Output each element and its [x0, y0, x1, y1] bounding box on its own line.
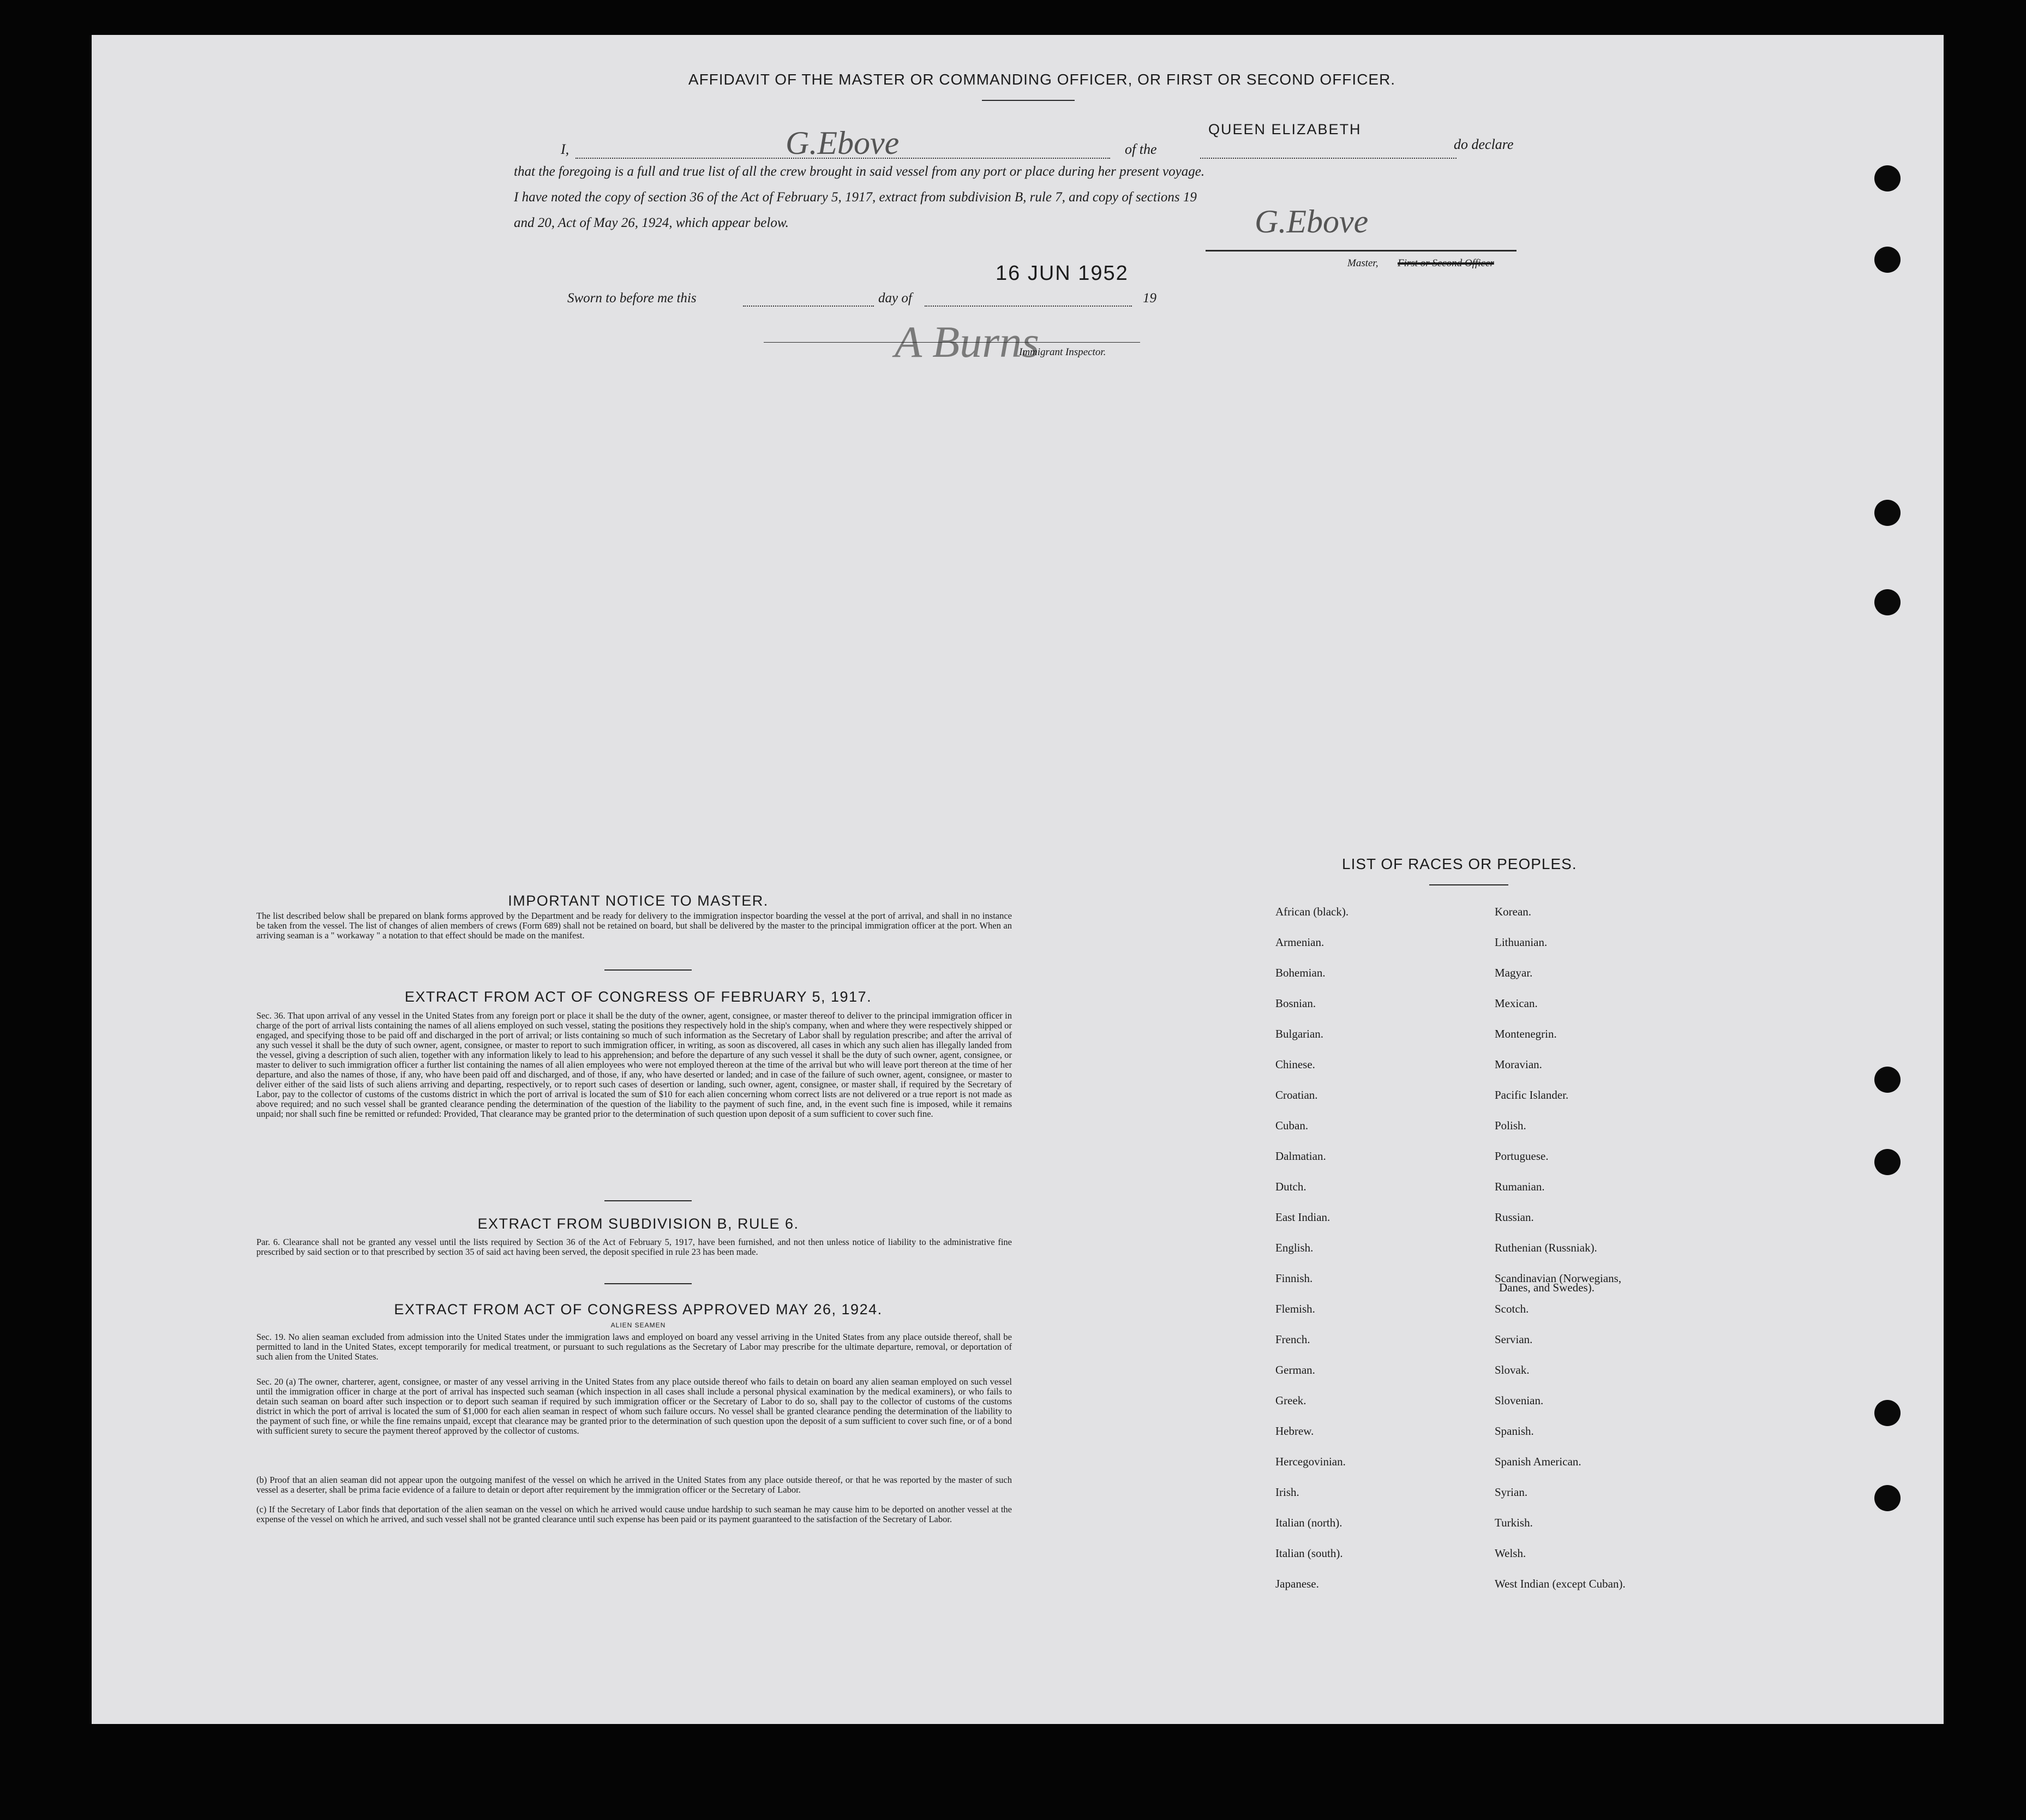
- struck-officer-label: First or Second Officer: [1398, 258, 1494, 269]
- race-item: Armenian.: [1275, 936, 1324, 949]
- extract-1917-title: EXTRACT FROM ACT OF CONGRESS OF FEBRUARY 5, 1917.: [404, 989, 872, 1005]
- inspector-signature: A Burns: [895, 317, 1040, 367]
- race-item: African (black).: [1275, 905, 1349, 918]
- divider: [604, 1283, 692, 1284]
- signature-line: [1206, 250, 1516, 252]
- race-item: Cuban.: [1275, 1119, 1309, 1132]
- affidavit-line-3: I have noted the copy of section 36 of the Act of February 5, 1917, extract from subdivision B, rule 7, and copy of sections 19: [514, 190, 1197, 205]
- year-prefix: 19: [1143, 291, 1156, 306]
- extract-1924-sec20a: Sec. 20 (a) The owner, charterer, agent, consignee, or master of any vessel arriving in the United States from any place outside thereof who fails to detain on board any alien seaman employed on such vessel until the immigration officer in charge at the port of arrival has inspected such seaman (which inspection in all cases shall include a personal physical examination by the medical examiners), or who fails to detain such seaman on board after such inspection or to deport such seaman if required by such immigration officer or the Secretary of Labor to do so, shall pay to the collector of customs of the customs district in which the port of arrival is located the sum of $1,000 for each alien seaman in respect of whom such failure occurs. No vessel shall be granted clearance pending the determination of the liability to the payment of such fine, or while the fine remains unpaid, except that clearance may be granted prior to the determination of such question upon the deposit of a sum sufficient to cover such fine, or of a bond with sufficient surety to secure the payment thereof approved by the collector of customs.: [256, 1376, 1012, 1436]
- race-item: Slovenian.: [1495, 1394, 1544, 1407]
- race-item: Dalmatian.: [1275, 1150, 1326, 1163]
- race-item: Chinese.: [1275, 1058, 1315, 1071]
- race-item: Syrian.: [1495, 1486, 1528, 1499]
- race-item: Japanese.: [1275, 1577, 1319, 1590]
- race-item: Ruthenian (Russniak).: [1495, 1241, 1597, 1254]
- notice-text: The list described below shall be prepared on blank forms approved by the Department and be ready for delivery to the immigration inspector boarding the vessel at the port of arrival, and shall in no instance be taken from the vessel. The list of changes of alien members of crews (Form 689) shall not be retained on board, but shall be delivered by the master to the principal immigration officer at the port. When an arriving seaman is a " workaway " a notation to that effect should be made on the manifest.: [256, 911, 1012, 941]
- race-item: Croatian.: [1275, 1088, 1318, 1101]
- extract-1924-sec20c: (c) If the Secretary of Labor finds that deportation of the alien seaman on the vessel on which he arrived would cause undue hardship to such seaman he may cause him to be deported on another vessel at the expense of the vessel on which he arrived, and such vessel shall not be granted clearance until such expense has been paid or its payment guaranteed to the satisfaction of the Secretary of Labor.: [256, 1504, 1012, 1524]
- punch-hole: [1874, 500, 1901, 526]
- race-item: Korean.: [1495, 905, 1532, 918]
- inspector-label: Immigrant Inspector.: [1019, 346, 1106, 358]
- race-item: Hebrew.: [1275, 1424, 1314, 1438]
- affidavit-declare: do declare: [1454, 136, 1514, 152]
- race-item-scandinavian-cont: Danes, and Swedes).: [1499, 1281, 1595, 1294]
- sworn-month-line: [925, 306, 1132, 307]
- race-item: Dutch.: [1275, 1180, 1306, 1193]
- sworn-day-line: [743, 306, 874, 307]
- race-item: Moravian.: [1495, 1058, 1542, 1071]
- affidavit-line-4: and 20, Act of May 26, 1924, which appear below.: [514, 215, 789, 230]
- race-item: Polish.: [1495, 1119, 1526, 1132]
- document-page: [92, 35, 1944, 1724]
- punch-hole: [1874, 247, 1901, 273]
- race-item: Finnish.: [1275, 1272, 1313, 1285]
- divider: [604, 969, 692, 971]
- race-item: Spanish American.: [1495, 1455, 1581, 1468]
- race-item: Bosnian.: [1275, 997, 1316, 1010]
- race-item: Greek.: [1275, 1394, 1306, 1407]
- race-item: Italian (north).: [1275, 1516, 1342, 1529]
- extract-rule6-text: Par. 6. Clearance shall not be granted any vessel until the lists required by Section 36 of the Act of February 5, 1917, have been furnished, and not then unless notice of liability to the administrative fine prescribed by said section or to that prescribed by section 35 of said act having been served, the deposit specified in rule 23 has been made.: [256, 1237, 1012, 1257]
- punch-hole: [1874, 165, 1901, 191]
- race-item: Magyar.: [1495, 966, 1533, 979]
- race-item: Hercegovinian.: [1275, 1455, 1346, 1468]
- race-item: Slovak.: [1495, 1363, 1530, 1376]
- race-item: Pacific Islander.: [1495, 1088, 1569, 1101]
- race-item: Italian (south).: [1275, 1547, 1343, 1560]
- race-item: Mexican.: [1495, 997, 1538, 1010]
- affidavit-title: AFFIDAVIT OF THE MASTER OR COMMANDING OFFICER, OR FIRST OR SECOND OFFICER.: [688, 71, 1396, 88]
- extract-1924-sec20b: (b) Proof that an alien seaman did not appear upon the outgoing manifest of the vessel on which he arrived in the United States from any place outside thereof, or that he was reported by the master of such vessel as a deserter, shall be prima facie evidence of a failure to detain or deport after requirement by the immigration officer or the Secretary of Labor.: [256, 1475, 1012, 1495]
- race-item: Scotch.: [1495, 1302, 1529, 1315]
- race-item: Bulgarian.: [1275, 1027, 1324, 1040]
- race-item: Spanish.: [1495, 1424, 1534, 1438]
- punch-hole: [1874, 1067, 1901, 1093]
- punch-hole: [1874, 589, 1901, 615]
- divider: [982, 100, 1075, 101]
- punch-hole: [1874, 1485, 1901, 1511]
- race-item: Irish.: [1275, 1486, 1299, 1499]
- sworn-label: Sworn to before me this: [567, 291, 697, 306]
- day-of-label: day of: [878, 291, 912, 306]
- vessel-name: QUEEN ELIZABETH: [1208, 121, 1362, 137]
- master-signature: G.Ebove: [786, 125, 900, 161]
- affidavit-line-2: that the foregoing is a full and true list of all the crew brought in said vessel from any port or place during her present voyage.: [514, 164, 1205, 179]
- divider: [604, 1200, 692, 1201]
- date-stamp: 16 JUN 1952: [996, 262, 1129, 285]
- race-item: West Indian (except Cuban).: [1495, 1577, 1626, 1590]
- extract-1917-text: Sec. 36. That upon arrival of any vessel in the United States from any foreign port or place it shall be the duty of the owner, agent, consignee, or master thereof to deliver to the principal immigration officer in charge of the port of arrival lists containing the names of all aliens employed on such vessel, stating the positions they respectively hold in the ship's company, when and where they were respectively shipped or engaged, and specifying those to be paid off and discharged in the port of arrival; or lists containing so much of such information as the Secretary of Labor shall by regulation prescribe; and after the arrival of any such vessel it shall be the duty of such owner, agent, consignee, or master to report to such immigration officer, in writing, as soon as discovered, all cases in which any such alien has illegally landed from the vessel, giving a description of such alien, together with any information likely to lead to his apprehension; and before the departure of any such vessel it shall be the duty of such owner, agent, consignee, or master to deliver to such immigration officer a further list containing the names of all alien employees who were not employed thereon at the time of the arrival but who will leave port thereon at the time of her departure, and also the names of those, if any, who have been paid off and discharged, and of those, if any, who have deserted or landed; and in case of the failure of such owner, agent, consignee, or master to deliver either of the said lists of such aliens arriving and departing, respectively, or to report such cases of desertion or landing, such owner, agent, consignee, or master shall, if required by the Secretary of Labor, pay to the collector of customs of the customs district in which the port of arrival is located the sum of $10 for each alien concerning whom correct lists are not delivered or a true report is not made as above required; and no such vessel shall be granted clearance pending the determination of the question of the liability to the payment of such fine, and, in the event such fine is imposed, while it remains unpaid; nor shall such fine be remitted or refunded: Provided, That clearance may be granted prior to the determination of such question upon deposit of a sum sufficient to cover such fine.: [256, 1010, 1012, 1119]
- master-signature-2: G.Ebove: [1255, 203, 1369, 240]
- races-title: LIST OF RACES OR PEOPLES.: [1342, 855, 1577, 872]
- race-item: Montenegrin.: [1495, 1027, 1557, 1040]
- race-item: Russian.: [1495, 1211, 1534, 1224]
- race-item: East Indian.: [1275, 1211, 1330, 1224]
- race-item: Welsh.: [1495, 1547, 1526, 1560]
- race-item: Servian.: [1495, 1333, 1533, 1346]
- notice-title: IMPORTANT NOTICE TO MASTER.: [508, 893, 769, 909]
- race-item: Lithuanian.: [1495, 936, 1548, 949]
- divider: [1429, 884, 1508, 885]
- extract-1924-title: EXTRACT FROM ACT OF CONGRESS APPROVED MAY 26, 1924.: [394, 1301, 883, 1318]
- inspector-line: [764, 342, 1140, 343]
- race-item: Portuguese.: [1495, 1150, 1549, 1163]
- punch-hole: [1874, 1400, 1901, 1426]
- master-label: Master,: [1347, 258, 1378, 269]
- extract-rule6-title: EXTRACT FROM SUBDIVISION B, RULE 6.: [477, 1216, 799, 1232]
- race-item: Rumanian.: [1495, 1180, 1545, 1193]
- race-item: French.: [1275, 1333, 1310, 1346]
- race-item: Turkish.: [1495, 1516, 1533, 1529]
- race-item: Scandinavian (Norwegians,: [1495, 1272, 1622, 1285]
- affidavit-i: I,: [561, 141, 570, 157]
- race-item: English.: [1275, 1241, 1314, 1254]
- extract-1924-sec19: Sec. 19. No alien seaman excluded from admission into the United States under the immigration laws and employed on board any vessel arriving in the United States from any place outside thereof, shall be permitted to land in the United States, except temporarily for medical treatment, or pursuant to such regulations as the Secretary of Labor may prescribe for the ultimate departure, removal, or deportation of such alien from the United States.: [256, 1332, 1012, 1362]
- race-item: Bohemian.: [1275, 966, 1326, 979]
- race-item: German.: [1275, 1363, 1315, 1376]
- affidavit-of-the: of the: [1125, 141, 1157, 157]
- punch-hole: [1874, 1149, 1901, 1175]
- alien-seamen-subtitle: ALIEN SEAMEN: [610, 1321, 666, 1329]
- race-item: Flemish.: [1275, 1302, 1315, 1315]
